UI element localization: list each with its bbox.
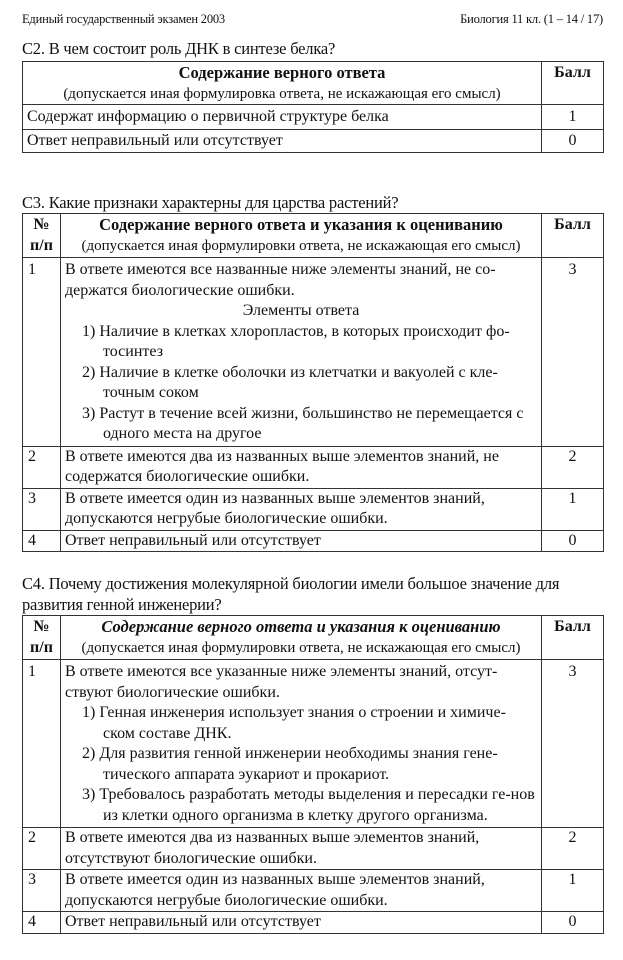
list-item: 3) Требовалось разработать методы выделения и пересадки ге-нов из клетки одного организма в клетку другого организма. (82, 786, 535, 824)
elements-title: Элементы ответа (242, 302, 360, 319)
table-header-row (23, 214, 604, 258)
row-number: 2 (23, 828, 61, 870)
list-item: 2) Для развития генной инженерии необходимы знания гене-тического аппарата эукариот и прокариот. (82, 745, 498, 783)
table-header-row (23, 616, 604, 660)
score-value: 1 (542, 870, 604, 912)
list-item: 2) Наличие в клетке оболочки из клетчатки и вакуолей с кле-точным соком (82, 363, 498, 401)
table-row (23, 530, 604, 552)
answer-text: Содержат информацию о первичной структуре белка (23, 105, 542, 130)
content-header-main: Содержание верного ответа и указания к оцениванию (101, 617, 501, 636)
table-header-row (23, 62, 604, 105)
content-header-note: (допускается иная формулировки ответа, не искажающая его смысл) (81, 237, 521, 254)
content-header-note: (допускается иная формулировка ответа, не искажающая его смысл) (63, 85, 501, 102)
score-value: 2 (542, 828, 604, 870)
content-header (61, 616, 542, 660)
answer-text: В ответе имеется один из названных выше элементов знаний, допускаются негрубые биологические ошибки. (61, 870, 542, 912)
list-item: 1) Наличие в клетках хлоропластов, в которых происходит фо-тосинтез (82, 322, 510, 360)
list-item: 1) Генная инженерия использует знания о строении и химиче-ском составе ДНК. (82, 704, 506, 742)
row-number: 1 (23, 660, 61, 828)
elements-list (65, 703, 537, 826)
answer-text: В ответе имеются два из названных выше элементов знаний, не содержатся биологические ошибки. (61, 446, 542, 488)
subject-page-info: Биология 11 кл. (1 – 14 / 17) (460, 12, 603, 26)
table-row (23, 258, 604, 447)
score-value: 0 (542, 912, 604, 934)
answer-text: В ответе имеются два из названных выше элементов знаний, отсутствуют биологические ошибки. (61, 828, 542, 870)
score-header: Балл (542, 616, 604, 660)
row-number: 3 (23, 488, 61, 530)
question-c3-title: С3. Какие признаки характерны для царства растений? (22, 193, 399, 212)
c2-scoring-table (22, 61, 604, 153)
table-row (23, 870, 604, 912)
answer-text: Ответ неправильный или отсутствует (61, 530, 542, 552)
table-row (23, 660, 604, 828)
content-header (61, 214, 542, 258)
score-value: 1 (542, 488, 604, 530)
table-row (23, 130, 604, 153)
elements-list (65, 322, 537, 445)
score-header: Балл (542, 62, 604, 105)
answer-content (61, 258, 542, 447)
content-header (23, 62, 542, 105)
table-row (23, 828, 604, 870)
score-value: 3 (542, 258, 604, 447)
answer-text: В ответе имеются все указанные ниже элементы знаний, отсут-ствуют биологические ошибки. (65, 663, 498, 701)
answer-content (61, 660, 542, 828)
list-item: 3) Растут в течение всей жизни, большинство не перемещается с одного места на другое (82, 404, 524, 442)
row-number: 4 (23, 530, 61, 552)
answer-text: Ответ неправильный или отсутствует (61, 912, 542, 934)
answer-text: В ответе имеются все названные ниже элементы знаний, не со-держатся биологические ошибки. (65, 261, 496, 299)
score-value: 2 (542, 446, 604, 488)
page-header (22, 12, 603, 27)
c4-scoring-table (22, 615, 604, 934)
score-value: 0 (542, 130, 604, 153)
score-header: Балл (542, 214, 604, 258)
number-header: № п/п (23, 214, 61, 258)
score-value: 0 (542, 530, 604, 552)
score-value: 1 (542, 105, 604, 130)
exam-title: Единый государственный экзамен 2003 (22, 12, 225, 26)
row-number: 2 (23, 446, 61, 488)
table-row (23, 488, 604, 530)
question-c2-title: С2. В чем состоит роль ДНК в синтезе белка? (22, 39, 336, 58)
score-value: 3 (542, 660, 604, 828)
number-header: № п/п (23, 616, 61, 660)
row-number: 1 (23, 258, 61, 447)
row-number: 4 (23, 912, 61, 934)
answer-text: Ответ неправильный или отсутствует (23, 130, 542, 153)
content-header-main: Содержание верного ответа (178, 63, 386, 82)
content-header-main: Содержание верного ответа и указания к оцениванию (99, 215, 503, 234)
row-number: 3 (23, 870, 61, 912)
answer-text: В ответе имеется один из названных выше элементов знаний, допускаются негрубые биологические ошибки. (61, 488, 542, 530)
table-row (23, 446, 604, 488)
table-row (23, 912, 604, 934)
content-header-note: (допускается иная формулировки ответа, не искажающая его смысл) (81, 639, 521, 656)
table-row (23, 105, 604, 130)
question-c4-title: С4. Почему достижения молекулярной биологии имели большое значение для развития генной инженерии? (22, 574, 560, 614)
c3-scoring-table (22, 213, 604, 552)
